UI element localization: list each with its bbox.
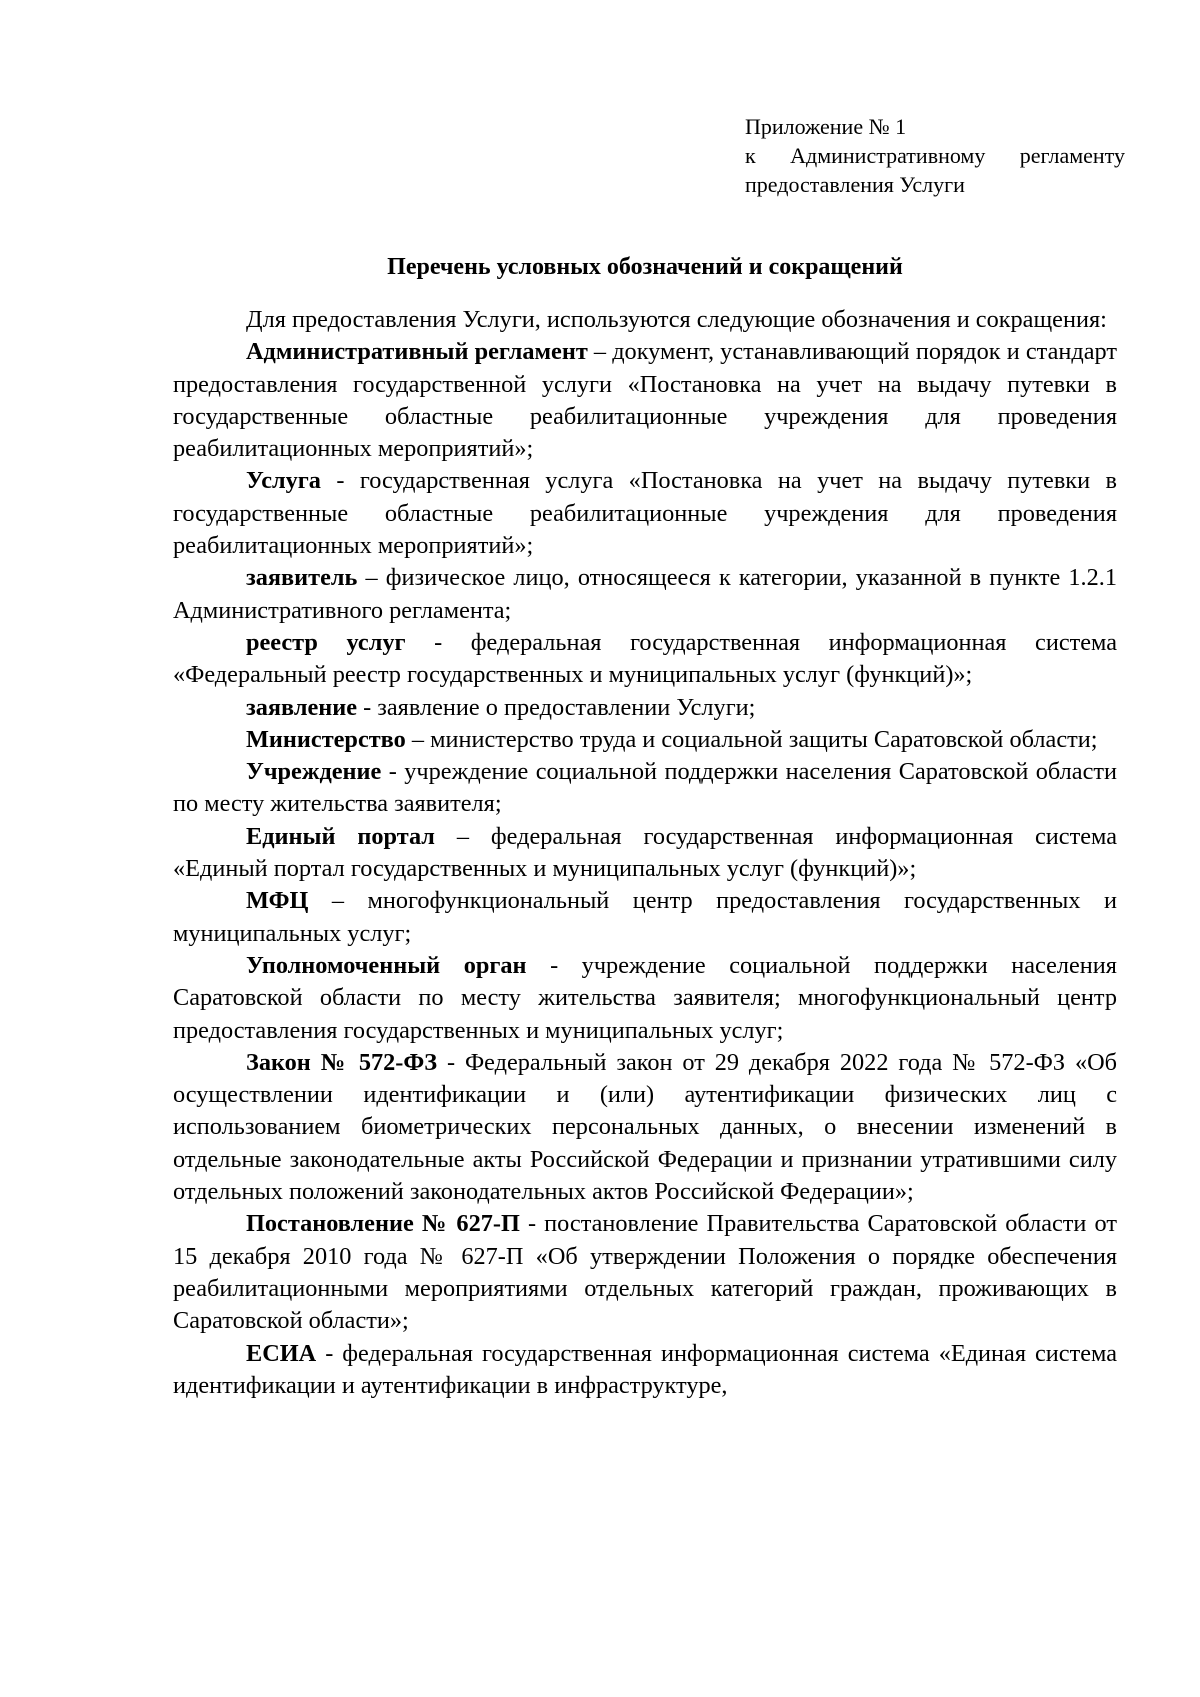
definition-term: заявитель	[246, 564, 358, 592]
definition-term: Услуга	[246, 467, 321, 495]
definition-institution	[173, 756, 1117, 821]
definition-service-registry	[173, 627, 1117, 692]
definition-text: – министерство труда и социальной защиты Саратовской области;	[405, 725, 1098, 753]
definition-term: Закон № 572-ФЗ	[246, 1048, 438, 1076]
definition-text: – многофункциональный центр предоставления государственных и муниципальных услуг;	[173, 887, 1117, 947]
definition-term: МФЦ	[246, 887, 309, 915]
appendix-number: Приложение № 1	[745, 114, 907, 139]
definition-administrative-regulation	[173, 336, 1117, 465]
definition-term: Уполномоченный орган	[246, 951, 527, 979]
definition-service	[173, 465, 1117, 562]
appendix-subject: предоставления Услуги	[745, 172, 965, 197]
definition-term: заявление	[246, 693, 358, 721]
definition-resolution-627	[173, 1208, 1117, 1337]
definition-text: – федеральная государственная информационная система «Единый портал государственных и муниципальных услуг (функций)»;	[173, 822, 1117, 883]
definition-applicant	[173, 562, 1117, 627]
definition-ministry	[173, 724, 1117, 756]
definition-unified-portal	[173, 821, 1117, 886]
definition-text: - федеральная государственная информационная система «Федеральный реестр государственных и муниципальных услуг (функций)»;	[173, 628, 1118, 689]
definition-term: ЕСИА	[246, 1339, 317, 1367]
definition-term: реестр услуг	[246, 628, 406, 656]
definition-esia	[173, 1338, 1117, 1403]
definition-mfc	[173, 885, 1117, 950]
definition-law-572	[173, 1047, 1117, 1208]
definition-text: - учреждение социальной поддержки населения Саратовской области по месту жительства заявителя; многофункциональный центр предоставления государственных и муниципальных услуг;	[173, 951, 1117, 1044]
definition-term: Учреждение	[246, 758, 382, 786]
definition-term: Постановление № 627-П	[246, 1210, 520, 1238]
definition-text: - постановление Правительства Саратовской области от 15 декабря 2010 года № 627-П «Об утверждении Положения о порядке обеспечения реабилитационными мероприятиями отдельных категорий граждан, проживающих в Саратовской области»;	[173, 1210, 1117, 1335]
definition-text: - учреждение социальной поддержки населения Саратовской области по месту жительства заявителя;	[173, 758, 1117, 818]
definition-text: – физическое лицо, относящееся к категории, указанной в пункте 1.2.1 Административного регламента;	[173, 564, 1117, 624]
definition-term: Административный регламент	[246, 338, 588, 366]
definition-term: Единый портал	[246, 822, 435, 850]
definition-text: - федеральная государственная информационная система «Единая система идентификации и аутентификации в инфраструктуре,	[173, 1339, 1117, 1399]
definition-text: - Федеральный закон от 29 декабря 2022 года № 572-ФЗ «Об осуществлении идентификации и (или) аутентификации физических лиц с использованием биометрических персональных данных, о внесении изменений в отдельные законодательные акты Российской Федерации и признании утратившими силу отдельных положений законодательных актов Российской Федерации»;	[173, 1048, 1117, 1206]
document-body	[173, 304, 1117, 1402]
appendix-header	[745, 112, 1125, 199]
definition-term: Министерство	[246, 725, 406, 753]
document-title: Перечень условных обозначений и сокращений	[387, 254, 903, 280]
intro-paragraph: Для предоставления Услуги, используются следующие обозначения и сокращения:	[246, 306, 1107, 333]
definition-text: – документ, устанавливающий порядок и стандарт предоставления государственной услуги «Постановка на учет на выдачу путевки в государственные областные реабилитационные учреждения для проведения реабилитационных мероприятий»;	[173, 338, 1117, 463]
definition-application	[173, 692, 1117, 724]
appendix-reference: к Административному регламенту	[745, 143, 1125, 168]
definition-authorized-body	[173, 950, 1117, 1047]
definition-text: - государственная услуга «Постановка на учет на выдачу путевки в государственные областные реабилитационные учреждения для проведения реабилитационных мероприятий»;	[173, 467, 1117, 560]
definition-text: - заявление о предоставлении Услуги;	[357, 693, 756, 721]
